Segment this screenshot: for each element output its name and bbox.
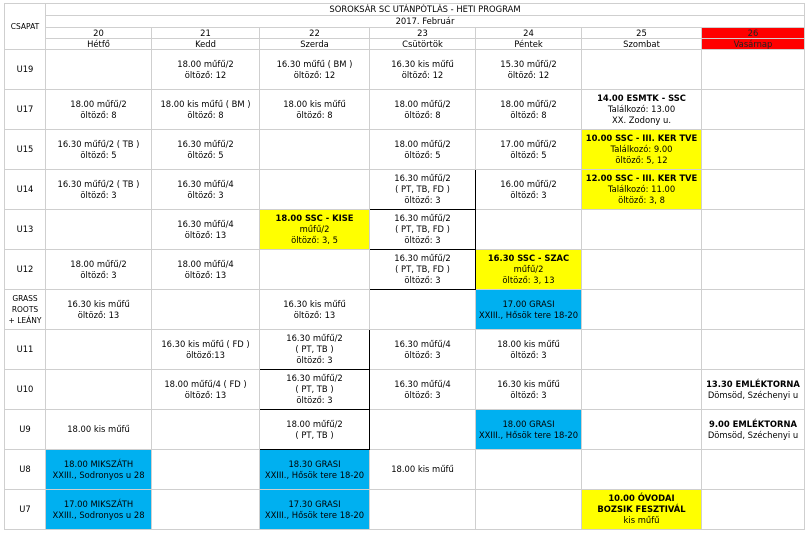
cell-text-line: Dömsöd, Széchenyi u <box>707 389 799 400</box>
table-row <box>5 330 805 370</box>
cell-text-line: öltöző: 13 <box>293 309 336 320</box>
schedule-cell <box>582 170 702 210</box>
team-label: U14 <box>5 170 46 210</box>
cell-text-line: 16.30 műfű/2 <box>286 333 343 343</box>
schedule-cell <box>370 450 476 490</box>
schedule-cell <box>476 410 582 450</box>
schedule-cell <box>152 370 260 410</box>
team-label: U13 <box>5 210 46 250</box>
cell-text-line: 18.00 kis műfű <box>391 464 454 474</box>
schedule-cell <box>370 370 476 410</box>
cell-text-line: 10.00 ÓVODAI <box>608 493 675 503</box>
team-label-line: ROOTS <box>11 305 39 314</box>
schedule-cell <box>260 50 370 90</box>
schedule-cell-empty <box>370 290 476 330</box>
cell-text-line: öltöző: 3, 13 <box>502 275 555 285</box>
cell-text-line: XXIII., Sodronyos u 28 <box>52 509 145 520</box>
month-label: 2017. Február <box>46 16 805 28</box>
cell-text-line: 18.00 SSC - KISE <box>275 213 354 223</box>
schedule-cell <box>370 90 476 130</box>
schedule-cell <box>152 210 260 250</box>
schedule-cell <box>46 130 152 170</box>
schedule-cell <box>260 410 370 450</box>
cell-text-line: 16.30 műfű/2 <box>177 138 234 149</box>
schedule-cell <box>476 170 582 210</box>
cell-text-line: 16.30 műfű/4 <box>394 338 451 349</box>
schedule-cell-empty <box>582 210 702 250</box>
schedule-cell <box>582 130 702 170</box>
cell-text-line: öltöző: 3 <box>510 189 547 200</box>
cell-text-line: Találkozó: 9.00 <box>610 144 673 154</box>
cell-text-line: 18.00 műfű/2 <box>394 98 451 109</box>
cell-text-line: öltöző: 13 <box>184 269 227 280</box>
schedule-cell-empty <box>476 210 582 250</box>
day-number-6: 25 <box>582 28 702 39</box>
schedule-cell-empty <box>702 250 805 290</box>
cell-text-line: öltöző: 3 <box>80 189 117 200</box>
table-row <box>5 450 805 490</box>
team-label: U15 <box>5 130 46 170</box>
schedule-cell <box>152 130 260 170</box>
schedule-cell <box>370 330 476 370</box>
schedule-cell <box>260 330 370 370</box>
table-row <box>5 130 805 170</box>
cell-text-line: 10.00 SSC - III. KER TVE <box>585 133 698 143</box>
schedule-cell <box>46 170 152 210</box>
cell-text-line: öltöző: 5 <box>510 149 547 160</box>
weekly-schedule-table <box>4 3 805 530</box>
schedule-cell <box>476 90 582 130</box>
team-label: U11 <box>5 330 46 370</box>
schedule-title: SOROKSÁR SC UTÁNPÓTLÁS - HETI PROGRAM <box>46 4 805 16</box>
schedule-cell-empty <box>476 490 582 530</box>
day-name-5: Péntek <box>476 39 582 50</box>
schedule-cell <box>476 370 582 410</box>
schedule-cell <box>152 250 260 290</box>
schedule-cell-empty <box>702 450 805 490</box>
cell-text-line: öltöző: 13 <box>184 229 227 240</box>
day-name-2: Kedd <box>152 39 260 50</box>
team-label: U8 <box>5 450 46 490</box>
cell-text-line: 18.00 MIKSZÁTH <box>63 458 134 469</box>
cell-text-line: öltöző: 3 <box>296 355 333 365</box>
table-row <box>5 170 805 210</box>
schedule-cell <box>152 330 260 370</box>
table-row <box>5 490 805 530</box>
schedule-cell-empty <box>152 450 260 490</box>
schedule-cell <box>702 370 805 410</box>
cell-text-line: 16.30 műfű/4 <box>394 378 451 389</box>
cell-text-line: öltöző: 5, 12 <box>615 155 668 165</box>
cell-text-line: öltöző: 3 <box>404 195 441 205</box>
cell-text-line: 18.00 műfű/2 <box>70 98 127 109</box>
schedule-cell-empty <box>476 450 582 490</box>
schedule-cell-empty <box>46 50 152 90</box>
cell-text-line: műfű/2 <box>513 264 544 274</box>
schedule-cell-empty <box>370 410 476 450</box>
schedule-cell <box>476 250 582 290</box>
cell-text-line: 18.00 kis műfű <box>283 98 346 109</box>
cell-text-line: 18.30 GRASI <box>288 458 341 469</box>
schedule-cell-empty <box>702 330 805 370</box>
cell-text-line: XXIII., Hősök tere 18-20 <box>478 429 579 440</box>
cell-text-line: 12.00 SSC - III. KER TVE <box>585 173 698 183</box>
schedule-cell <box>476 130 582 170</box>
cell-text-line: 18.00 kis műfű <box>67 424 130 434</box>
schedule-cell-empty <box>702 90 805 130</box>
cell-text-line: ( PT, TB ) <box>295 344 334 354</box>
schedule-cell-empty <box>702 210 805 250</box>
cell-text-line: 16.00 műfű/2 <box>500 178 557 189</box>
schedule-cell-empty <box>582 250 702 290</box>
cell-text-line: 18.00 műfű/4 <box>177 258 234 269</box>
cell-text-line: 16.30 műfű/4 <box>177 178 234 189</box>
cell-text-line: öltöző: 3 <box>187 189 224 200</box>
cell-text-line: 14.00 ESMTK - SSC <box>597 93 686 103</box>
cell-text-line: 17.00 MIKSZÁTH <box>63 498 134 509</box>
cell-text-line: kis műfű <box>623 515 660 525</box>
schedule-cell-empty <box>702 490 805 530</box>
cell-text-line: 17.00 GRASI <box>502 298 555 309</box>
cell-text-line: öltöző: 5 <box>404 149 441 160</box>
cell-text-line: ( PT, TB ) <box>295 429 334 440</box>
cell-text-line: öltöző: 8 <box>296 109 333 120</box>
cell-text-line: ( PT, TB, FD ) <box>395 184 450 194</box>
table-row <box>5 210 805 250</box>
schedule-cell <box>46 90 152 130</box>
cell-text-line: Találkozó: 11.00 <box>607 184 676 194</box>
cell-text-line: öltöző: 3 <box>404 389 441 400</box>
cell-text-line: 16.30 műfű/2 ( TB ) <box>57 138 140 149</box>
schedule-cell <box>370 50 476 90</box>
cell-text-line: öltöző: 8 <box>510 109 547 120</box>
cell-text-line: öltöző: 3 <box>296 395 333 405</box>
table-row <box>5 410 805 450</box>
cell-text-line: 18.00 kis műfű ( BM ) <box>160 98 251 109</box>
team-label: U7 <box>5 490 46 530</box>
cell-text-line: 16.30 kis műfű <box>497 378 560 389</box>
day-name-7: Vasárnap <box>702 39 805 50</box>
schedule-cell <box>476 290 582 330</box>
cell-text-line: 16.30 kis műfű <box>391 58 454 69</box>
cell-text-line: 18.00 műfű/2 <box>70 258 127 269</box>
cell-text-line: 13.30 EMLÉKTORNA <box>706 378 800 389</box>
cell-text-line: 15.30 műfű/2 <box>500 58 557 69</box>
schedule-cell <box>152 50 260 90</box>
schedule-cell-empty <box>260 250 370 290</box>
schedule-cell <box>46 290 152 330</box>
team-label: U10 <box>5 370 46 410</box>
cell-text-line: 16.30 műfű/2 ( TB ) <box>57 178 140 189</box>
team-label: U12 <box>5 250 46 290</box>
schedule-cell <box>370 250 476 290</box>
cell-text-line: 16.30 műfű/2 <box>286 373 343 383</box>
schedule-cell <box>260 450 370 490</box>
csapat-header: CSAPAT <box>5 4 46 50</box>
cell-text-line: 18.00 műfű/4 ( FD ) <box>164 378 247 389</box>
cell-text-line: 18.00 műfű/2 <box>394 138 451 149</box>
cell-text-line: BOZSIK FESZTIVÁL <box>597 504 686 514</box>
table-row <box>5 90 805 130</box>
cell-text-line: öltöző:13 <box>186 349 225 360</box>
cell-text-line: 16.30 kis műfű <box>67 298 130 309</box>
cell-text-line: ( PT, TB, FD ) <box>395 264 450 274</box>
cell-text-line: 16.30 műfű/2 <box>394 173 451 183</box>
cell-text-line: öltöző: 12 <box>507 69 550 80</box>
team-label: U9 <box>5 410 46 450</box>
schedule-cell-empty <box>260 130 370 170</box>
cell-text-line: 9.00 EMLÉKTORNA <box>709 418 797 429</box>
schedule-cell-empty <box>702 290 805 330</box>
cell-text-line: ( PT, TB ) <box>295 384 334 394</box>
cell-text-line: 18.00 műfű/2 <box>286 418 343 429</box>
schedule-cell <box>260 210 370 250</box>
cell-text-line: öltöző: 5 <box>80 149 117 160</box>
cell-text-line: öltöző: 12 <box>401 69 444 80</box>
schedule-cell <box>260 370 370 410</box>
schedule-cell-empty <box>152 290 260 330</box>
day-number-3: 22 <box>260 28 370 39</box>
day-number-4: 23 <box>370 28 476 39</box>
table-row <box>5 370 805 410</box>
schedule-cell <box>152 90 260 130</box>
schedule-cell <box>476 50 582 90</box>
cell-text-line: 17.00 műfű/2 <box>500 138 557 149</box>
schedule-cell-empty <box>582 410 702 450</box>
cell-text-line: öltöző: 3 <box>80 269 117 280</box>
table-row <box>5 50 805 90</box>
schedule-cell <box>582 490 702 530</box>
cell-text-line: Dömsöd, Széchenyi u <box>707 429 799 440</box>
cell-text-line: 17.30 GRASI <box>288 498 341 509</box>
cell-text-line: öltöző: 5 <box>187 149 224 160</box>
cell-text-line: 16.30 műfű/2 <box>394 213 451 223</box>
day-name-6: Szombat <box>582 39 702 50</box>
cell-text-line: öltöző: 12 <box>184 69 227 80</box>
schedule-cell <box>46 450 152 490</box>
team-label-line: GRASS <box>12 294 38 303</box>
cell-text-line: 16.30 műfű/2 <box>394 253 451 263</box>
schedule-cell <box>582 90 702 130</box>
schedule-cell <box>260 90 370 130</box>
schedule-cell-empty <box>370 490 476 530</box>
day-name-1: Hétfő <box>46 39 152 50</box>
cell-text-line: XXIII., Hősök tere 18-20 <box>264 509 365 520</box>
schedule-cell-empty <box>152 490 260 530</box>
schedule-cell <box>46 410 152 450</box>
schedule-cell <box>46 490 152 530</box>
schedule-cell <box>260 290 370 330</box>
schedule-cell-empty <box>152 410 260 450</box>
cell-text-line: öltöző: 13 <box>184 389 227 400</box>
cell-text-line: 18.00 műfű/2 <box>177 58 234 69</box>
cell-text-line: öltöző: 3 <box>510 349 547 360</box>
schedule-cell-empty <box>702 130 805 170</box>
table-row <box>5 250 805 290</box>
schedule-cell <box>46 250 152 290</box>
cell-text-line: XXIII., Hősök tere 18-20 <box>264 469 365 480</box>
team-label-line: + LEÁNY <box>8 316 42 325</box>
day-number-2: 21 <box>152 28 260 39</box>
cell-text-line: 16.30 műfű ( BM ) <box>276 58 353 69</box>
day-name-4: Csütörtök <box>370 39 476 50</box>
team-label <box>5 290 46 330</box>
day-number-5: 24 <box>476 28 582 39</box>
cell-text-line: 18.00 műfű/2 <box>500 98 557 109</box>
team-label: U17 <box>5 90 46 130</box>
schedule-cell-empty <box>582 50 702 90</box>
schedule-cell-empty <box>260 170 370 210</box>
cell-text-line: XXIII., Hősök tere 18-20 <box>478 309 579 320</box>
cell-text-line: Találkozó: 13.00 <box>607 104 676 114</box>
team-label: U19 <box>5 50 46 90</box>
cell-text-line: öltöző: 8 <box>187 109 224 120</box>
schedule-cell-empty <box>46 370 152 410</box>
schedule-cell <box>152 170 260 210</box>
cell-text-line: öltöző: 3 <box>404 275 441 285</box>
schedule-cell-empty <box>46 210 152 250</box>
cell-text-line: öltöző: 3 <box>510 389 547 400</box>
schedule-cell <box>702 410 805 450</box>
cell-text-line: 16.30 kis műfű <box>283 298 346 309</box>
schedule-cell-empty <box>582 290 702 330</box>
cell-text-line: öltöző: 8 <box>80 109 117 120</box>
cell-text-line: 18.00 kis műfű <box>497 338 560 349</box>
cell-text-line: ( PT, TB, FD ) <box>395 224 450 234</box>
cell-text-line: műfű/2 <box>299 224 330 234</box>
table-row <box>5 290 805 330</box>
cell-text-line: 16.30 SSC - SZAC <box>487 253 570 263</box>
schedule-cell <box>370 130 476 170</box>
cell-text-line: XX. Zodony u. <box>612 115 671 125</box>
schedule-cell <box>370 210 476 250</box>
cell-text-line: öltöző: 3 <box>404 235 441 245</box>
schedule-cell-empty <box>46 330 152 370</box>
cell-text-line: öltöző: 13 <box>77 309 120 320</box>
day-name-3: Szerda <box>260 39 370 50</box>
cell-text-line: 16.30 műfű/4 <box>177 218 234 229</box>
cell-text-line: öltöző: 3, 5 <box>291 235 338 245</box>
cell-text-line: öltöző: 12 <box>293 69 336 80</box>
cell-text-line: öltöző: 3 <box>404 349 441 360</box>
schedule-cell-empty <box>582 450 702 490</box>
schedule-cell <box>476 330 582 370</box>
day-number-7: 26 <box>702 28 805 39</box>
cell-text-line: öltöző: 8 <box>404 109 441 120</box>
schedule-cell-empty <box>702 170 805 210</box>
schedule-cell-empty <box>582 330 702 370</box>
schedule-cell-empty <box>702 50 805 90</box>
cell-text-line: 18.00 GRASI <box>502 418 555 429</box>
schedule-cell <box>260 490 370 530</box>
schedule-cell-empty <box>582 370 702 410</box>
day-number-1: 20 <box>46 28 152 39</box>
cell-text-line: 16.30 kis műfű ( FD ) <box>161 338 250 349</box>
cell-text-line: öltöző: 3, 8 <box>618 195 665 205</box>
cell-text-line: XXIII., Sodronyos u 28 <box>52 469 145 480</box>
schedule-cell <box>370 170 476 210</box>
